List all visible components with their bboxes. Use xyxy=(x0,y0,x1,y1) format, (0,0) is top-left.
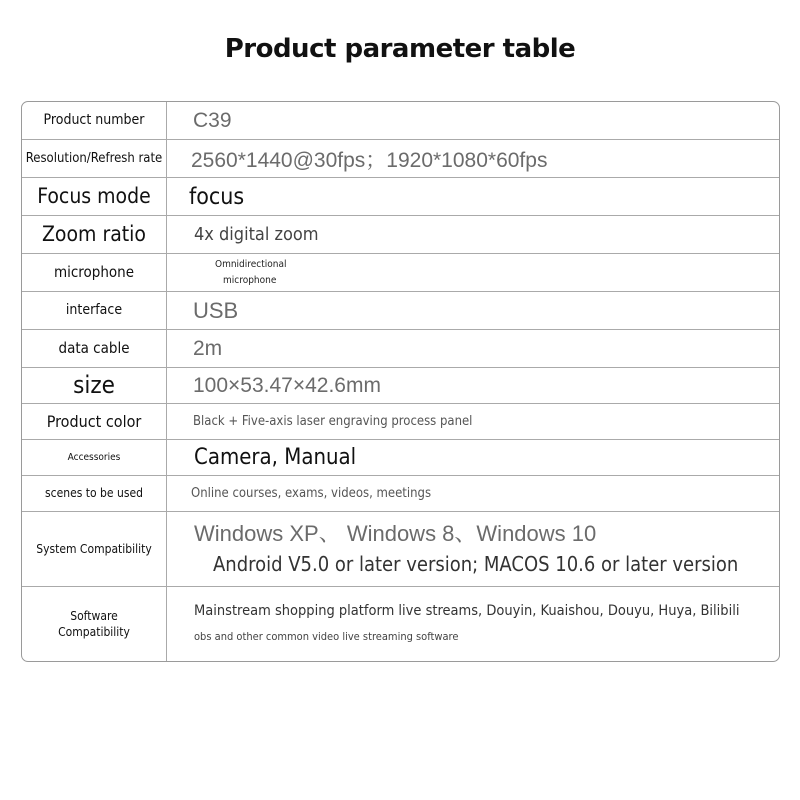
table-row xyxy=(22,254,779,292)
row-label: scenes to be used xyxy=(22,476,167,511)
row-value-line: Android V5.0 or later version; MACOS 10.6 or later version xyxy=(213,552,739,576)
row-label: data cable xyxy=(22,330,167,367)
row-label: Resolution/Refresh rate xyxy=(22,140,167,177)
row-label: Zoom ratio xyxy=(22,216,167,253)
table-row xyxy=(22,330,779,368)
row-value: 4x digital zoom xyxy=(194,224,319,245)
row-label: Product color xyxy=(22,404,167,439)
row-label: size xyxy=(22,368,167,403)
row-value-line: Windows XP、 Windows 8、Windows 10 xyxy=(194,521,597,546)
row-value: USB xyxy=(193,297,239,323)
table-row xyxy=(22,587,779,661)
row-value xyxy=(167,587,779,661)
row-value: focus xyxy=(189,183,245,210)
row-value: 100×53.47×42.6mm xyxy=(193,373,381,397)
row-label-line: Software xyxy=(70,608,118,623)
table-row xyxy=(22,292,779,330)
row-value xyxy=(167,512,779,586)
row-value: Camera, Manual xyxy=(194,445,357,470)
table-row xyxy=(22,178,779,216)
page-title: Product parameter table xyxy=(224,34,576,64)
row-value-line: obs and other common video live streaming software xyxy=(194,630,459,643)
table-row xyxy=(22,102,779,140)
row-value: Black + Five-axis laser engraving process panel xyxy=(193,414,473,429)
table-row xyxy=(22,476,779,512)
table-row xyxy=(22,140,779,178)
table-row xyxy=(22,512,779,587)
row-label: interface xyxy=(22,292,167,329)
row-value: C39 xyxy=(193,108,232,132)
row-label: Product number xyxy=(22,102,167,139)
row-label: microphone xyxy=(22,254,167,291)
row-value: Online courses, exams, videos, meetings xyxy=(191,486,432,501)
row-value: 2560*1440@30fps；1920*1080*60fps xyxy=(191,148,548,172)
table-row xyxy=(22,404,779,440)
table-row xyxy=(22,368,779,404)
row-value-line: Omnidirectional xyxy=(215,258,287,270)
row-label: Focus mode xyxy=(22,178,167,215)
table-row xyxy=(22,216,779,254)
row-label-line: Compatibility xyxy=(58,625,130,639)
table-row xyxy=(22,440,779,476)
row-label: System Compatibility xyxy=(22,512,167,586)
row-value-line: microphone xyxy=(223,274,277,286)
row-value: 2m xyxy=(193,336,223,360)
row-label xyxy=(22,587,167,661)
row-value xyxy=(167,254,779,291)
row-value-line: Mainstream shopping platform live streams, Douyin, Kuaishou, Douyu, Huya, Bilibili xyxy=(194,603,740,619)
row-label: Accessories xyxy=(22,440,167,475)
parameter-table xyxy=(21,101,780,662)
